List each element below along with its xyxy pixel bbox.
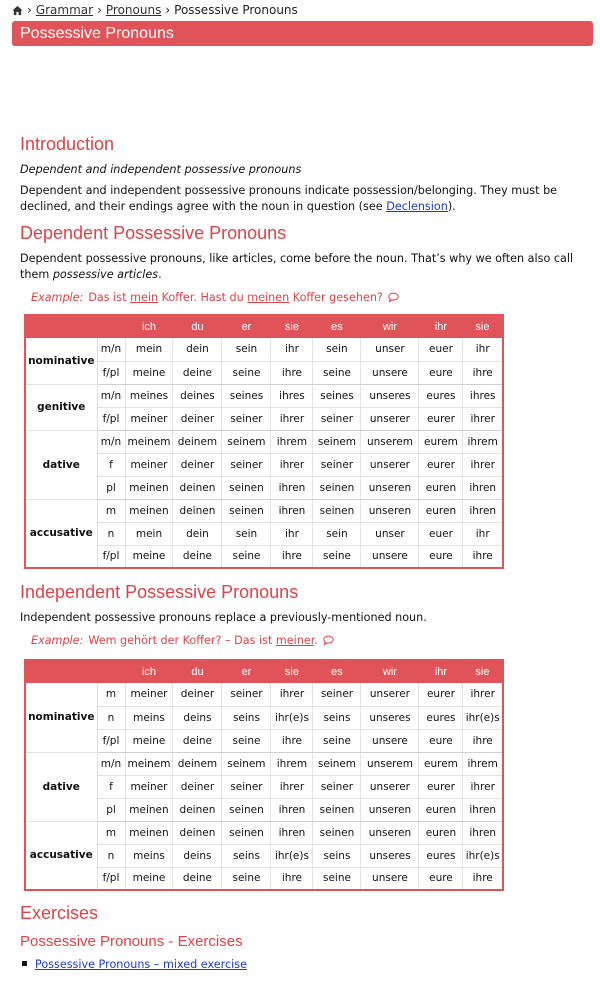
table-row — [25, 430, 503, 453]
table-cell: deiner — [173, 453, 222, 476]
table-cell: ihre — [271, 545, 313, 568]
table-row — [25, 384, 503, 407]
table-cell: meiner — [125, 683, 173, 706]
table-cell: eures — [419, 706, 463, 729]
table-row — [25, 844, 503, 867]
gender-label: m — [97, 821, 125, 844]
table-cell: unseren — [361, 821, 419, 844]
table-cell: unserer — [361, 407, 419, 430]
table-cell: unser — [361, 522, 419, 545]
table-cell: unsere — [361, 867, 419, 890]
table-cell: seinen — [313, 798, 361, 821]
breadcrumb-pronouns-link[interactable]: Pronouns — [105, 3, 162, 17]
table-cell: euer — [419, 338, 463, 361]
table-cell: unserer — [361, 775, 419, 798]
dependent-pronouns-table — [24, 314, 504, 569]
table-cell: unseres — [361, 384, 419, 407]
table-cell: ihrem — [463, 752, 503, 775]
independent-text: Independent possessive pronouns replace a previously-mentioned noun. — [20, 611, 427, 624]
table-cell: seinen — [313, 476, 361, 499]
breadcrumb-separator: › — [27, 3, 32, 17]
table-cell: ihren — [463, 821, 503, 844]
table-cell: unserer — [361, 683, 419, 706]
table-cell: ihre — [271, 361, 313, 384]
table-row — [25, 361, 503, 384]
table-cell: deinem — [173, 752, 222, 775]
table-cell: meines — [125, 384, 173, 407]
table-cell: unseres — [361, 844, 419, 867]
table-cell: ihrer — [463, 775, 503, 798]
table-cell: seine — [313, 545, 361, 568]
table-header-cell: wir — [361, 315, 419, 338]
table-cell: euren — [419, 476, 463, 499]
example-part: Koffer. Hast du — [158, 291, 248, 304]
table-header-cell: es — [313, 660, 361, 683]
home-icon[interactable] — [12, 5, 23, 16]
gender-label: pl — [97, 476, 125, 499]
table-cell: ihre — [463, 545, 503, 568]
table-cell: seines — [313, 384, 361, 407]
example-label: Example: — [31, 291, 84, 304]
table-header-blank — [25, 315, 125, 338]
table-header-cell: wir — [361, 660, 419, 683]
table-cell: eurer — [419, 453, 463, 476]
table-cell: seinen — [313, 499, 361, 522]
table-cell: seiner — [222, 683, 271, 706]
table-cell: unseren — [361, 499, 419, 522]
breadcrumb-grammar-link[interactable]: Grammar — [35, 3, 94, 17]
table-cell: ihr(e)s — [463, 844, 503, 867]
table-cell: meiner — [125, 453, 173, 476]
table-cell: meiner — [125, 407, 173, 430]
table-cell: seiner — [313, 683, 361, 706]
table-cell: ihr(e)s — [463, 706, 503, 729]
table-cell: seiner — [313, 775, 361, 798]
table-cell: unser — [361, 338, 419, 361]
table-cell: meiner — [125, 775, 173, 798]
table-cell: seinen — [313, 821, 361, 844]
table-cell: ihre — [463, 361, 503, 384]
gender-label: f/pl — [97, 407, 125, 430]
exercises-heading: Exercises — [20, 903, 99, 923]
independent-example — [20, 633, 592, 649]
table-cell: seine — [222, 361, 271, 384]
gender-label: f/pl — [97, 361, 125, 384]
page-title: Possessive Pronouns — [12, 21, 593, 46]
example-part: . — [314, 634, 318, 647]
table-row — [25, 522, 503, 545]
table-row — [25, 683, 503, 706]
table-cell: seins — [222, 844, 271, 867]
table-row — [25, 775, 503, 798]
table-cell: unsere — [361, 361, 419, 384]
gender-label: f — [97, 453, 125, 476]
gender-label: m/n — [97, 338, 125, 361]
table-row — [25, 706, 503, 729]
introduction-text — [20, 183, 592, 215]
introduction-heading: Introduction — [20, 134, 115, 154]
table-row — [25, 729, 503, 752]
table-cell: ihr — [463, 338, 503, 361]
breadcrumb — [12, 2, 298, 18]
table-header-cell: sie — [271, 660, 313, 683]
table-cell: seins — [222, 706, 271, 729]
table-cell: ihrer — [271, 407, 313, 430]
table-cell: unserem — [361, 430, 419, 453]
table-cell: meinem — [125, 752, 173, 775]
gender-label: f — [97, 775, 125, 798]
example-label: Example: — [31, 634, 84, 647]
independent-heading: Independent Possessive Pronouns — [20, 582, 299, 602]
table-cell: seine — [313, 361, 361, 384]
table-cell: ihrer — [463, 453, 503, 476]
table-cell: eurem — [419, 752, 463, 775]
example-highlight: mein — [130, 291, 159, 304]
gender-label: n — [97, 844, 125, 867]
main-content — [20, 132, 592, 973]
table-cell: deine — [173, 867, 222, 890]
table-cell: deinen — [173, 798, 222, 821]
table-cell: meine — [125, 361, 173, 384]
table-header-cell: du — [173, 660, 222, 683]
table-cell: deinem — [173, 430, 222, 453]
table-cell: seiner — [222, 407, 271, 430]
table-cell: eures — [419, 384, 463, 407]
dependent-text-end: . — [158, 268, 162, 281]
table-cell: dein — [173, 338, 222, 361]
example-part: Wem gehört der Koffer? – Das ist — [88, 634, 276, 647]
table-cell: meinen — [125, 798, 173, 821]
table-cell: eure — [419, 361, 463, 384]
table-cell: unserem — [361, 752, 419, 775]
gender-label: m/n — [97, 752, 125, 775]
table-cell: ihrer — [463, 683, 503, 706]
table-cell: ihren — [271, 798, 313, 821]
gender-label: f/pl — [97, 729, 125, 752]
example-highlight: meiner — [275, 634, 315, 647]
table-cell: ihr — [271, 522, 313, 545]
table-header-blank — [25, 660, 125, 683]
table-cell: deins — [173, 706, 222, 729]
table-cell: seine — [222, 729, 271, 752]
independent-pronouns-table — [24, 659, 504, 891]
table-header-row — [25, 315, 503, 338]
table-header-cell: er — [222, 660, 271, 683]
speech-bubble-icon[interactable] — [323, 635, 334, 645]
introduction-text-end: ). — [447, 200, 456, 213]
table-cell: seine — [313, 867, 361, 890]
table-cell: deinen — [173, 499, 222, 522]
table-cell: deine — [173, 545, 222, 568]
table-cell: unseres — [361, 706, 419, 729]
exercises-subheading: Possessive Pronouns - Exercises — [20, 933, 243, 950]
table-row — [25, 545, 503, 568]
table-cell: seine — [222, 545, 271, 568]
dependent-text-italic: possessive articles — [52, 268, 159, 281]
table-row — [25, 499, 503, 522]
table-cell: seinem — [222, 430, 271, 453]
exercise-list-item — [22, 957, 592, 973]
table-cell: deiner — [173, 775, 222, 798]
table-cell: ihre — [463, 729, 503, 752]
table-cell: mein — [125, 522, 173, 545]
table-cell: euren — [419, 499, 463, 522]
table-row — [25, 476, 503, 499]
table-cell: ihre — [271, 867, 313, 890]
table-cell: deiner — [173, 683, 222, 706]
table-header-row — [25, 660, 503, 683]
breadcrumb-separator: › — [97, 3, 102, 17]
table-cell: ihres — [463, 384, 503, 407]
table-cell: meinen — [125, 499, 173, 522]
speech-bubble-icon[interactable] — [388, 292, 399, 302]
table-cell: ihr(e)s — [271, 706, 313, 729]
table-cell: deine — [173, 361, 222, 384]
table-row — [25, 453, 503, 476]
example-part: Koffer gesehen? — [289, 291, 383, 304]
table-cell: seinen — [222, 476, 271, 499]
table-cell: unserer — [361, 453, 419, 476]
table-cell: seins — [313, 844, 361, 867]
table-row — [25, 798, 503, 821]
table-row — [25, 338, 503, 361]
table-cell: sein — [222, 522, 271, 545]
table-row — [25, 407, 503, 430]
table-cell: meine — [125, 729, 173, 752]
case-label: dative — [25, 430, 97, 499]
table-cell: seiner — [313, 407, 361, 430]
table-cell: ihren — [271, 821, 313, 844]
table-cell: meinem — [125, 430, 173, 453]
table-cell: ihrer — [271, 775, 313, 798]
table-cell: ihr — [463, 522, 503, 545]
breadcrumb-separator: › — [165, 3, 171, 17]
table-cell: sein — [313, 338, 361, 361]
dependent-text-body: Dependent possessive pronouns, like articles, come before the noun. That’s why we often also call them — [20, 252, 574, 281]
table-header-cell: ihr — [419, 660, 463, 683]
case-label: dative — [25, 752, 97, 821]
gender-label: m — [97, 683, 125, 706]
table-cell: deinen — [173, 821, 222, 844]
table-cell: ihrer — [271, 453, 313, 476]
table-header-cell: ihr — [419, 315, 463, 338]
case-label: genitive — [25, 384, 97, 430]
table-cell: deiner — [173, 407, 222, 430]
case-label: accusative — [25, 499, 97, 568]
example-highlight: meinen — [247, 291, 290, 304]
table-cell: ihres — [271, 384, 313, 407]
table-cell: seinem — [222, 752, 271, 775]
dependent-text — [20, 251, 592, 283]
table-cell: seinem — [313, 752, 361, 775]
table-cell: deine — [173, 729, 222, 752]
gender-label: n — [97, 522, 125, 545]
table-cell: eure — [419, 729, 463, 752]
gender-label: f/pl — [97, 545, 125, 568]
table-header-cell: es — [313, 315, 361, 338]
table-cell: seiner — [313, 453, 361, 476]
table-cell: dein — [173, 522, 222, 545]
dependent-example — [20, 290, 592, 306]
breadcrumb-current: Possessive Pronouns — [174, 3, 298, 17]
case-label: accusative — [25, 821, 97, 890]
table-header-cell: ich — [125, 315, 173, 338]
gender-label: f/pl — [97, 867, 125, 890]
table-cell: eure — [419, 545, 463, 568]
table-cell: euren — [419, 821, 463, 844]
table-header-cell: sie — [463, 315, 503, 338]
table-cell: seinem — [313, 430, 361, 453]
table-cell: unseren — [361, 476, 419, 499]
table-cell: ihrem — [271, 430, 313, 453]
table-cell: eurer — [419, 683, 463, 706]
gender-label: n — [97, 706, 125, 729]
table-cell: sein — [222, 338, 271, 361]
table-cell: meine — [125, 545, 173, 568]
table-cell: deins — [173, 844, 222, 867]
table-cell: meinen — [125, 821, 173, 844]
table-cell: unseren — [361, 798, 419, 821]
table-header-cell: er — [222, 315, 271, 338]
table-cell: ihrem — [463, 430, 503, 453]
table-row — [25, 821, 503, 844]
table-cell: ihr — [271, 338, 313, 361]
table-cell: ihr(e)s — [271, 844, 313, 867]
table-cell: seiner — [222, 453, 271, 476]
table-cell: seine — [222, 867, 271, 890]
table-cell: euer — [419, 522, 463, 545]
table-cell: ihrer — [463, 407, 503, 430]
table-cell: eures — [419, 844, 463, 867]
gender-label: m/n — [97, 384, 125, 407]
table-cell: seins — [313, 706, 361, 729]
table-cell: ihre — [463, 867, 503, 890]
table-cell: ihren — [463, 798, 503, 821]
table-cell: meinen — [125, 476, 173, 499]
table-cell: eure — [419, 867, 463, 890]
table-row — [25, 867, 503, 890]
table-header-cell: ich — [125, 660, 173, 683]
table-cell: seinen — [222, 821, 271, 844]
table-cell: mein — [125, 338, 173, 361]
table-cell: ihren — [271, 476, 313, 499]
exercise-link[interactable]: Possessive Pronouns – mixed exercise — [35, 958, 247, 971]
table-cell: meins — [125, 844, 173, 867]
table-cell: ihren — [463, 476, 503, 499]
case-label: nominative — [25, 338, 97, 384]
table-cell: meins — [125, 706, 173, 729]
table-cell: meine — [125, 867, 173, 890]
case-label: nominative — [25, 683, 97, 752]
table-header-cell: sie — [463, 660, 503, 683]
declension-link[interactable]: Declension — [386, 200, 448, 213]
introduction-subtitle: Dependent and independent possessive pronouns — [20, 163, 302, 176]
example-part: Das ist — [88, 291, 131, 304]
table-row — [25, 752, 503, 775]
table-cell: unsere — [361, 729, 419, 752]
table-cell: eurer — [419, 407, 463, 430]
table-cell: unsere — [361, 545, 419, 568]
table-cell: seines — [222, 384, 271, 407]
table-cell: eurer — [419, 775, 463, 798]
table-cell: seiner — [222, 775, 271, 798]
gender-label: m/n — [97, 430, 125, 453]
table-cell: sein — [313, 522, 361, 545]
table-cell: deines — [173, 384, 222, 407]
table-cell: ihre — [271, 729, 313, 752]
table-cell: euren — [419, 798, 463, 821]
table-cell: seinen — [222, 499, 271, 522]
dependent-heading: Dependent Possessive Pronouns — [20, 223, 287, 243]
gender-label: m — [97, 499, 125, 522]
table-header-cell: du — [173, 315, 222, 338]
table-cell: ihren — [463, 499, 503, 522]
table-header-cell: sie — [271, 315, 313, 338]
table-cell: seinen — [222, 798, 271, 821]
introduction-text-body: Dependent and independent possessive pronouns indicate possession/belonging. They must be declined, and their endings agree with the noun in question (see — [20, 184, 558, 213]
table-cell: eurem — [419, 430, 463, 453]
gender-label: pl — [97, 798, 125, 821]
table-cell: ihrem — [271, 752, 313, 775]
table-cell: seine — [313, 729, 361, 752]
table-cell: ihrer — [271, 683, 313, 706]
table-cell: deinen — [173, 476, 222, 499]
table-cell: ihren — [271, 499, 313, 522]
exercise-list — [22, 957, 592, 973]
